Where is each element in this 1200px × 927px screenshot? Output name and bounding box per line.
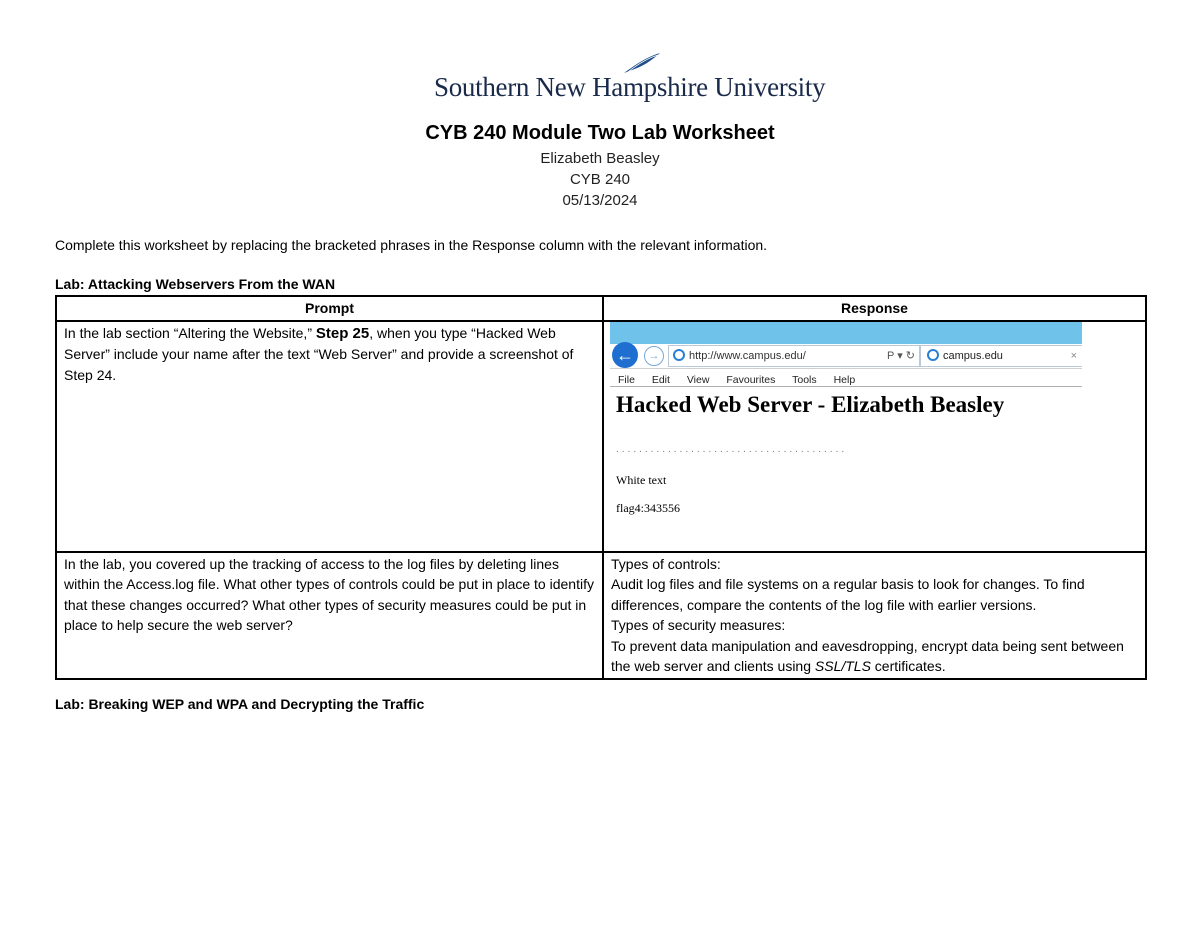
column-header-prompt: Prompt — [56, 296, 603, 321]
browser-titlebar — [610, 322, 1082, 344]
address-controls-icon: Ρ ▾ ↻ — [887, 349, 915, 362]
response-cell — [603, 321, 1146, 552]
prompt-text: In the lab section “Altering the Website,” — [64, 324, 316, 341]
browser-menu — [618, 370, 867, 391]
response-cell — [603, 552, 1146, 679]
menu-item-view: View — [686, 373, 710, 386]
back-arrow-icon: ← — [612, 342, 638, 368]
university-logo — [434, 52, 826, 104]
browser-tab — [920, 345, 1082, 367]
menu-item-help: Help — [833, 373, 856, 386]
response-text-end: certificates. — [870, 658, 946, 674]
menu-item-edit: Edit — [651, 373, 670, 386]
university-name: Southern New Hampshire University — [434, 72, 826, 102]
hacked-heading: Hacked Web Server - Elizabeth Beasley — [616, 391, 1005, 417]
address-url: http://www.campus.edu/ — [689, 349, 806, 362]
close-icon: × — [1070, 349, 1077, 362]
response-line: Types of security measures: — [611, 617, 786, 633]
prompt-cell — [56, 321, 603, 552]
response-text: To prevent data manipulation and eavesdropping, encrypt data being sent between the web server and clients using — [611, 637, 1124, 674]
flag-text: flag4:343556 — [616, 500, 680, 515]
section-heading-webservers: Lab: Attacking Webservers From the WAN — [55, 276, 336, 292]
document-date: 05/13/2024 — [562, 192, 638, 209]
dotted-line: ........................................ — [616, 443, 848, 455]
section-heading-wep-wpa: Lab: Breaking WEP and WPA and Decrypting the Traffic — [55, 696, 425, 712]
menu-divider — [610, 386, 1082, 387]
page-title: CYB 240 Module Two Lab Worksheet — [425, 122, 775, 144]
menu-item-favourites: Favourites — [726, 373, 776, 386]
response-italic: SSL/TLS — [814, 658, 871, 674]
ie-icon — [927, 349, 939, 361]
prompt-step: Step 25 — [315, 324, 370, 342]
address-bar — [668, 345, 920, 367]
quill-leaf-icon — [622, 52, 662, 74]
menu-item-tools: Tools — [792, 373, 817, 386]
menu-item-file: File — [618, 373, 635, 386]
response-line — [611, 636, 1138, 677]
table-row — [56, 321, 1146, 552]
lab-table — [55, 295, 1147, 680]
response-line: Audit log files and file systems on a regular basis to look for changes. To find differences, compare the contents of the log file with earlier versions. — [611, 576, 1085, 613]
table-header-row — [56, 296, 1146, 321]
prompt-text-cont: , when you type “Hacked Web Server” include your name after the text “Web Server” and provide a screenshot of Step 24. — [64, 324, 574, 383]
browser-screenshot — [610, 322, 1082, 548]
table-row — [56, 552, 1146, 679]
response-line: Types of controls: — [611, 555, 721, 572]
instructions: Complete this worksheet by replacing the bracketed phrases in the Response column with the relevant information. — [55, 237, 768, 253]
author-name: Elizabeth Beasley — [540, 150, 660, 167]
white-text-label: White text — [616, 472, 667, 487]
column-header-response: Response — [603, 296, 1146, 321]
prompt-cell: In the lab, you covered up the tracking of access to the log files by deleting lines within the Access.log file. What other types of controls could be put in place to identify that these changes occurred? What other types of security measures could be put in place to help secure the web server? — [56, 552, 603, 679]
course-code: CYB 240 — [569, 171, 631, 188]
ie-icon — [673, 349, 685, 361]
forward-arrow-icon: → — [644, 346, 664, 366]
tab-title: campus.edu — [943, 349, 1003, 362]
